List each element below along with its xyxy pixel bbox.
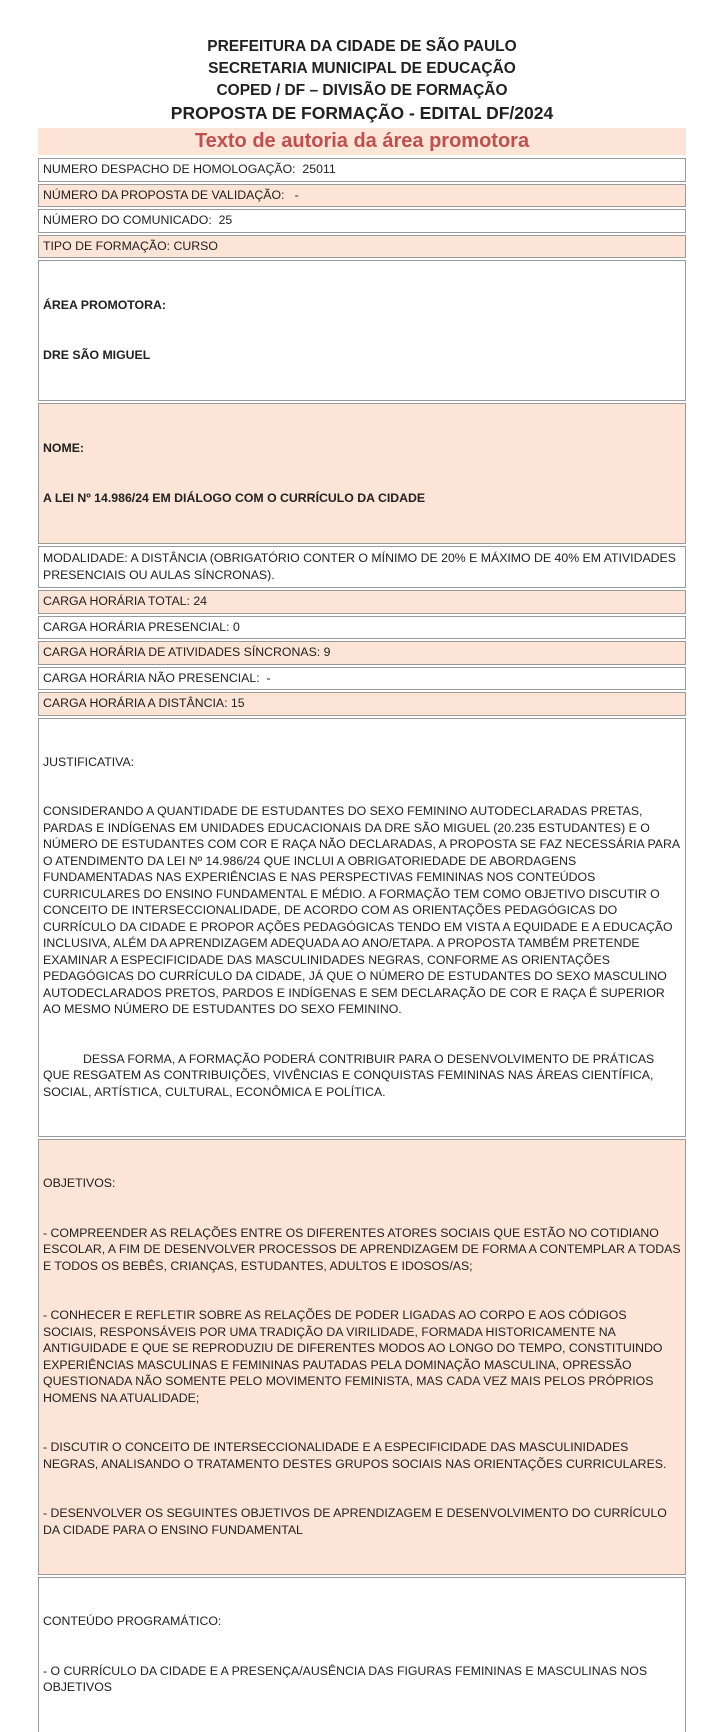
field-carga-horaria-sincronas: CARGA HORÁRIA DE ATIVIDADES SÍNCRONAS: 9 xyxy=(38,641,686,665)
field-area-promotora xyxy=(38,260,686,401)
promoter-authorship-banner: Texto de autoria da área promotora xyxy=(38,128,686,155)
field-modalidade: MODALIDADE: A DISTÂNCIA (OBRIGATÓRIO CONTER O MÍNIMO DE 20% E MÁXIMO DE 40% EM ATIVIDADES PRESENCIAIS OU AULAS SÍNCRONAS). xyxy=(38,546,686,588)
field-carga-horaria-presencial: CARGA HORÁRIA PRESENCIAL: 0 xyxy=(38,616,686,640)
field-carga-horaria-total: CARGA HORÁRIA TOTAL: 24 xyxy=(38,590,686,614)
header-line-secretaria: SECRETARIA MUNICIPAL DE EDUCAÇÃO xyxy=(208,60,516,77)
field-carga-horaria-distancia: CARGA HORÁRIA A DISTÂNCIA: 15 xyxy=(38,692,686,716)
field-carga-horaria-nao-presencial: CARGA HORÁRIA NÃO PRESENCIAL: - xyxy=(38,667,686,691)
nome-value: A LEI Nº 14.986/24 EM DIÁLOGO COM O CURRÍCULO DA CIDADE xyxy=(43,490,426,505)
justificativa-label: JUSTIFICATIVA: xyxy=(43,754,135,769)
justificativa-paragraph-1: CONSIDERANDO A QUANTIDADE DE ESTUDANTES DO SEXO FEMININO AUTODECLARADAS PRETAS, PARDAS E INDÍGENAS EM UNIDADES EDUCACIONAIS DA DRE SÃO MIGUEL (20.235 ESTUDANTES) E O NÚMERO DE ESTUDANTES COM COR E RAÇA NÃO DECLARADAS, A PROPOSTA SE FAZ NECESSÁRIA PARA O ATENDIMENTO DA LEI Nº 14.986/24 QUE INCLUI A OBRIGATORIEDADE DE ABORDAGENS FUNDAMENTADAS NAS EXPERIÊNCIAS E NAS PERSPECTIVAS FEMININAS NOS CONTEÚDOS CURRICULARES DO ENSINO FUNDAMENTAL E MÉDIO. A FORMAÇÃO TEM COMO OBJETIVO DISCUTIR O CONCEITO DE INTERSECCIONALIDADE, DE ACORDO COM AS ORIENTAÇÕES PEDAGÓGICAS DO CURRÍCULO DA CIDADE E PROPOR AÇÕES PEDAGÓGICAS TENDO EM VISTA A EQUIDADE E A EDUCAÇÃO INCLUSIVA, ALÉM DA APRENDIZAGEM ADEQUADA AO ANO/ETAPA. A PROPOSTA TAMBÉM PRETENDE EXAMINAR A ESPECIFICIDADE DAS MASCULINIDADES NEGRAS, CONFORME AS ORIENTAÇÕES PEDAGÓGICAS DO CURRÍCULO DA CIDADE, JÁ QUE O NÚMERO DE ESTUDANTES DO SEXO MASCULINO AUTODECLARADOS PRETOS, PARDOS E INDÍGENAS E SEM DECLARAÇÃO DE COR E RAÇA É SUPERIOR AO MESMO NÚMERO DE ESTUDANTES DO SEXO FEMININO. xyxy=(43,804,683,1016)
conteudo-label: CONTEÚDO PROGRAMÁTICO: xyxy=(43,1614,222,1628)
conteudo-item-1: - O CURRÍCULO DA CIDADE E A PRESENÇA/AUSÊNCIA DAS FIGURAS FEMININAS E MASCULINAS NOS OBJETIVOS xyxy=(43,1663,651,1694)
header-line-proposta: PROPOSTA DE FORMAÇÃO - EDITAL DF/2024 xyxy=(170,103,554,123)
header-line-coped: COPED / DF – DIVISÃO DE FORMAÇÃO xyxy=(216,82,508,99)
nome-label: NOME: xyxy=(43,441,84,455)
area-promotora-label: ÁREA PROMOTORA: xyxy=(43,298,166,312)
field-numero-comunicado: NÚMERO DO COMUNICADO: 25 xyxy=(38,209,686,233)
field-nome xyxy=(38,403,686,544)
area-promotora-value: DRE SÃO MIGUEL xyxy=(43,347,151,362)
document-header xyxy=(38,36,686,125)
objetivos-label: OBJETIVOS: xyxy=(43,1176,116,1190)
block-objetivos xyxy=(38,1139,686,1575)
justificativa-paragraph-2: DESSA FORMA, A FORMAÇÃO PODERÁ CONTRIBUIR PARA O DESENVOLVIMENTO DE PRÁTICAS QUE RESGATEM AS CONTRIBUIÇÕES, VIVÊNCIAS E CONQUISTAS FEMININAS NAS ÁREAS CIENTÍFICA, SOCIAL, ARTÍSTICA, CULTURAL, ECONÔMICA E POLÍTICA. xyxy=(43,1051,658,1099)
field-numero-despacho-homologacao: NUMERO DESPACHO DE HOMOLOGAÇÃO: 25011 xyxy=(38,158,686,182)
field-tipo-formacao: TIPO DE FORMAÇÃO: CURSO xyxy=(38,235,686,259)
objetivos-item-3: - DISCUTIR O CONCEITO DE INTERSECCIONALIDADE E A ESPECIFICIDADE DAS MASCULINIDADES NEGRAS, ANALISANDO O TRATAMENTO DESTES GRUPOS SOCIAIS NAS ORIENTAÇÕES CURRICULARES. xyxy=(43,1440,667,1471)
objetivos-item-2: - CONHECER E REFLETIR SOBRE AS RELAÇÕES DE PODER LIGADAS AO CORPO E AOS CÓDIGOS SOCIAIS, RESPONSÁVEIS POR UMA TRADIÇÃO DA VIRILIDADE, FORMADA HISTORICAMENTE NA ANTIGUIDADE E QUE SE REPRODUZIU DE DIFERENTES MODOS AO LONGO DO TEMPO, CONSTITUINDO EXPERIÊNCIAS MASCULINAS E FEMININAS PAUTADAS PELA DOMINAÇÃO MASCULINA, OPRESSÃO QUESTIONADA NÃO SOMENTE PELO MOVIMENTO FEMINISTA, MAS CADA VEZ MAIS PELOS PRÓPRIOS HOMENS NA ATUALIDADE; xyxy=(43,1308,666,1405)
objetivos-item-1: - COMPREENDER AS RELAÇÕES ENTRE OS DIFERENTES ATORES SOCIAIS QUE ESTÃO NO COTIDIANO ESCOLAR, A FIM DE DESENVOLVER PROCESSOS DE APRENDIZAGEM DE FORMA A CONTEMPLAR A TODAS E TODOS OS BEBÊS, CRIANÇAS, ESTUDANTES, ADULTOS E IDOSOS/AS; xyxy=(43,1225,684,1273)
objetivos-item-4: - DESENVOLVER OS SEGUINTES OBJETIVOS DE APRENDIZAGEM E DESENVOLVIMENTO DO CURRÍCULO DA CIDADE PARA O ENSINO FUNDAMENTAL xyxy=(43,1506,671,1537)
block-justificativa xyxy=(38,718,686,1138)
block-conteudo-programatico xyxy=(38,1577,686,1732)
field-numero-proposta-validacao: NÚMERO DA PROPOSTA DE VALIDAÇÃO: - xyxy=(38,184,686,208)
header-line-prefeitura: PREFEITURA DA CIDADE DE SÃO PAULO xyxy=(207,38,517,55)
